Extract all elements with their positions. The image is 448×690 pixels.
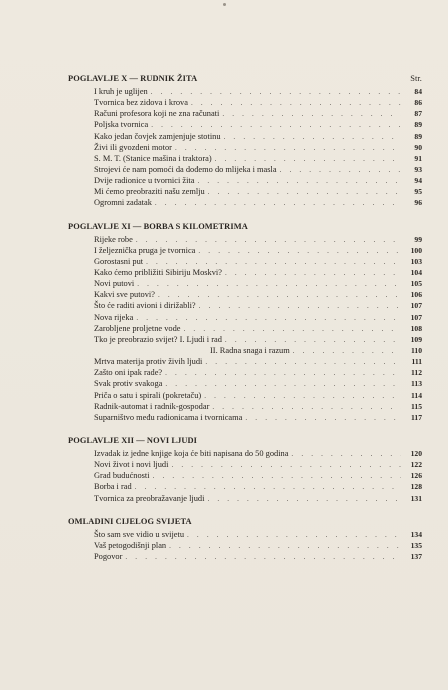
entry-title: Svak protiv svakoga	[94, 379, 163, 389]
dot-leader	[291, 449, 401, 460]
toc-entry	[68, 186, 422, 197]
toc-entry	[68, 459, 422, 470]
entry-title: Pogovor	[94, 551, 123, 561]
chapter-title: POGLAVLJE XII — NOVI LJUDI	[68, 435, 198, 445]
entry-title: Suparništvo među radionicama i tvornicama	[94, 412, 243, 422]
toc-entry	[68, 540, 422, 551]
entry-page-number: 114	[411, 390, 422, 400]
entry-page-number: 91	[414, 153, 422, 163]
section-gap	[68, 209, 422, 220]
toc-entry	[68, 345, 422, 356]
toc-entry	[68, 142, 422, 153]
table-of-contents	[68, 72, 422, 562]
toc-entry	[68, 153, 422, 164]
entry-title: Kako ćemo približiti Sibiriju Moskvi?	[94, 267, 222, 277]
entry-page-number: 107	[410, 301, 422, 311]
entry-page-number: 109	[410, 334, 422, 344]
dot-leader	[208, 187, 401, 198]
chapter-heading	[68, 220, 422, 234]
dot-leader	[153, 471, 401, 482]
toc-entry	[68, 164, 422, 175]
dot-leader	[225, 268, 401, 279]
entry-title: Zarobljene proljetne vode	[94, 323, 181, 333]
toc-entry	[68, 119, 422, 130]
dot-leader	[125, 552, 401, 563]
dot-leader	[137, 279, 401, 290]
entry-title: Radnik-automat i radnik-gospodar	[94, 401, 210, 411]
dot-leader	[197, 176, 401, 187]
toc-entry	[68, 234, 422, 245]
entry-page-number: 90	[414, 142, 422, 152]
dot-leader	[199, 301, 401, 312]
entry-title: Nova rijeka	[94, 312, 134, 322]
toc-entry	[68, 412, 422, 423]
chapter-heading	[68, 72, 422, 86]
entry-page-number: 131	[410, 493, 422, 503]
chapter-heading	[68, 434, 422, 448]
dot-leader	[155, 198, 401, 209]
entry-title: Kakvi sve putovi?	[94, 290, 155, 300]
entry-title: Novi putovi	[94, 279, 135, 289]
entry-page-number: 94	[414, 176, 422, 186]
entry-page-number: 104	[410, 267, 422, 277]
dot-leader	[165, 368, 401, 379]
toc-entry	[68, 334, 422, 345]
toc-entry	[68, 378, 422, 389]
entry-page-number: 115	[411, 401, 422, 411]
chapter-title: POGLAVLJE XI — BORBA S KILOMETRIMA	[68, 221, 248, 231]
entry-page-number: 110	[411, 345, 422, 355]
entry-page-number: 112	[411, 368, 422, 378]
toc-entry	[68, 278, 422, 289]
entry-page-number: 107	[410, 312, 422, 322]
entry-page-number: 89	[414, 131, 422, 141]
dot-leader	[198, 246, 401, 257]
entry-title: Dvije radionice u tvornici žita	[94, 176, 195, 186]
entry-title: II. Radna snaga i razum	[210, 345, 290, 355]
entry-title: Tvornica za preobražavanje ljudi	[94, 493, 205, 503]
entry-page-number: 122	[410, 460, 422, 470]
page-speck	[223, 3, 226, 6]
entry-page-number: 96	[414, 198, 422, 208]
section-gap	[68, 504, 422, 515]
entry-page-number: 126	[410, 471, 422, 481]
entry-title: Tvornica bez zidova i krova	[94, 98, 188, 108]
toc-entry	[68, 367, 422, 378]
entry-title: Priča o satu i spirali (pokretaču)	[94, 390, 202, 400]
dot-leader	[204, 391, 401, 402]
toc-entry	[68, 245, 422, 256]
toc-entry	[68, 493, 422, 504]
dot-leader	[207, 494, 401, 505]
entry-page-number: 134	[410, 529, 422, 539]
entry-page-number: 100	[410, 245, 422, 255]
entry-page-number: 108	[410, 323, 422, 333]
entry-title: Novi život i novi ljudi	[94, 460, 169, 470]
entry-title: Mrtva materija protiv živih ljudi	[94, 357, 203, 367]
entry-title: Što sam sve vidio u svijetu	[94, 529, 185, 539]
entry-title: Što će raditi avioni i dirižabli?	[94, 301, 196, 311]
entry-page-number: 120	[410, 448, 422, 458]
entry-title: Živi ili gvozdeni motor	[94, 142, 172, 152]
entry-title: Kako jedan čovjek zamjenjuje stotinu	[94, 131, 221, 141]
toc-entry	[68, 470, 422, 481]
entry-title: S. M. T. (Stanice mašina i traktora)	[94, 153, 212, 163]
toc-entry	[68, 175, 422, 186]
dot-leader	[171, 460, 401, 471]
entry-page-number: 93	[414, 164, 422, 174]
dot-leader	[280, 165, 401, 176]
entry-title: I kruh je uglijen	[94, 87, 148, 96]
dot-leader	[293, 346, 401, 357]
toc-entry	[68, 300, 422, 311]
entry-page-number: 87	[414, 109, 422, 119]
entry-page-number: 137	[410, 551, 422, 561]
entry-page-number: 95	[414, 187, 422, 197]
toc-entry	[68, 131, 422, 142]
toc-entry	[68, 256, 422, 267]
page-column-label: Str.	[410, 74, 422, 83]
entry-page-number: 84	[414, 87, 422, 96]
entry-title: Izvadak iz jedne knjige koja će biti napisana do 50 godina	[94, 448, 289, 458]
dot-leader	[169, 541, 401, 552]
entry-title: Borba i rad	[94, 482, 132, 492]
toc-entry	[68, 481, 422, 492]
entry-page-number: 111	[411, 357, 422, 367]
toc-entry	[68, 390, 422, 401]
entry-page-number: 135	[410, 540, 422, 550]
toc-entry	[68, 356, 422, 367]
entry-page-number: 106	[410, 290, 422, 300]
toc-entry	[68, 267, 422, 278]
entry-page-number: 89	[414, 120, 422, 130]
entry-title: Zašto oni ipak rade?	[94, 368, 163, 378]
entry-title: I željeznička pruga je tvornica	[94, 245, 196, 255]
entry-page-number: 113	[411, 379, 422, 389]
entry-title: Vaš petogodišnji plan	[94, 540, 167, 550]
entry-title: Grad budućnosti	[94, 471, 150, 481]
dot-leader	[187, 530, 401, 541]
toc-entry	[68, 108, 422, 119]
entry-page-number: 105	[410, 279, 422, 289]
entry-title: Gorostasni put	[94, 256, 144, 266]
entry-title: Tko je preobrazio svijet? I. Ljudi i rad	[94, 334, 222, 344]
toc-entry	[68, 97, 422, 108]
dot-leader	[245, 413, 401, 424]
entry-title: Rijeke robe	[94, 234, 133, 244]
dot-leader	[224, 132, 401, 143]
toc-entry	[68, 86, 422, 97]
toc-entry	[68, 551, 422, 562]
toc-entry	[68, 401, 422, 412]
entry-title: Mi ćemo preobraziti našu zemlju	[94, 187, 205, 197]
dot-leader	[151, 87, 401, 98]
toc-entry	[68, 197, 422, 208]
toc-entry	[68, 529, 422, 540]
entry-title: Ogromni zadatak	[94, 198, 152, 208]
dot-leader	[191, 98, 401, 109]
entry-page-number: 117	[411, 412, 422, 422]
entry-page-number: 103	[410, 256, 422, 266]
dot-leader	[222, 109, 401, 120]
toc-entry	[68, 289, 422, 300]
toc-entry	[68, 448, 422, 459]
entry-page-number: 128	[410, 482, 422, 492]
section-gap	[68, 423, 422, 434]
entry-page-number: 86	[414, 98, 422, 108]
toc-entry	[68, 312, 422, 323]
toc-entry	[68, 323, 422, 334]
entry-title: Strojevi će nam pomoći da dođemo do mlijeka i masla	[94, 164, 277, 174]
entry-title: Poljska tvornica	[94, 120, 149, 130]
chapter-title: OMLADINI CIJELOG SVIJETA	[68, 516, 192, 526]
entry-page-number: 99	[414, 234, 422, 244]
chapter-title: POGLAVLJE X — RUDNIK ŽITA	[68, 74, 198, 83]
chapter-heading	[68, 515, 422, 529]
dot-leader	[205, 357, 401, 368]
entry-title: Računi profesora koji ne zna računati	[94, 109, 220, 119]
